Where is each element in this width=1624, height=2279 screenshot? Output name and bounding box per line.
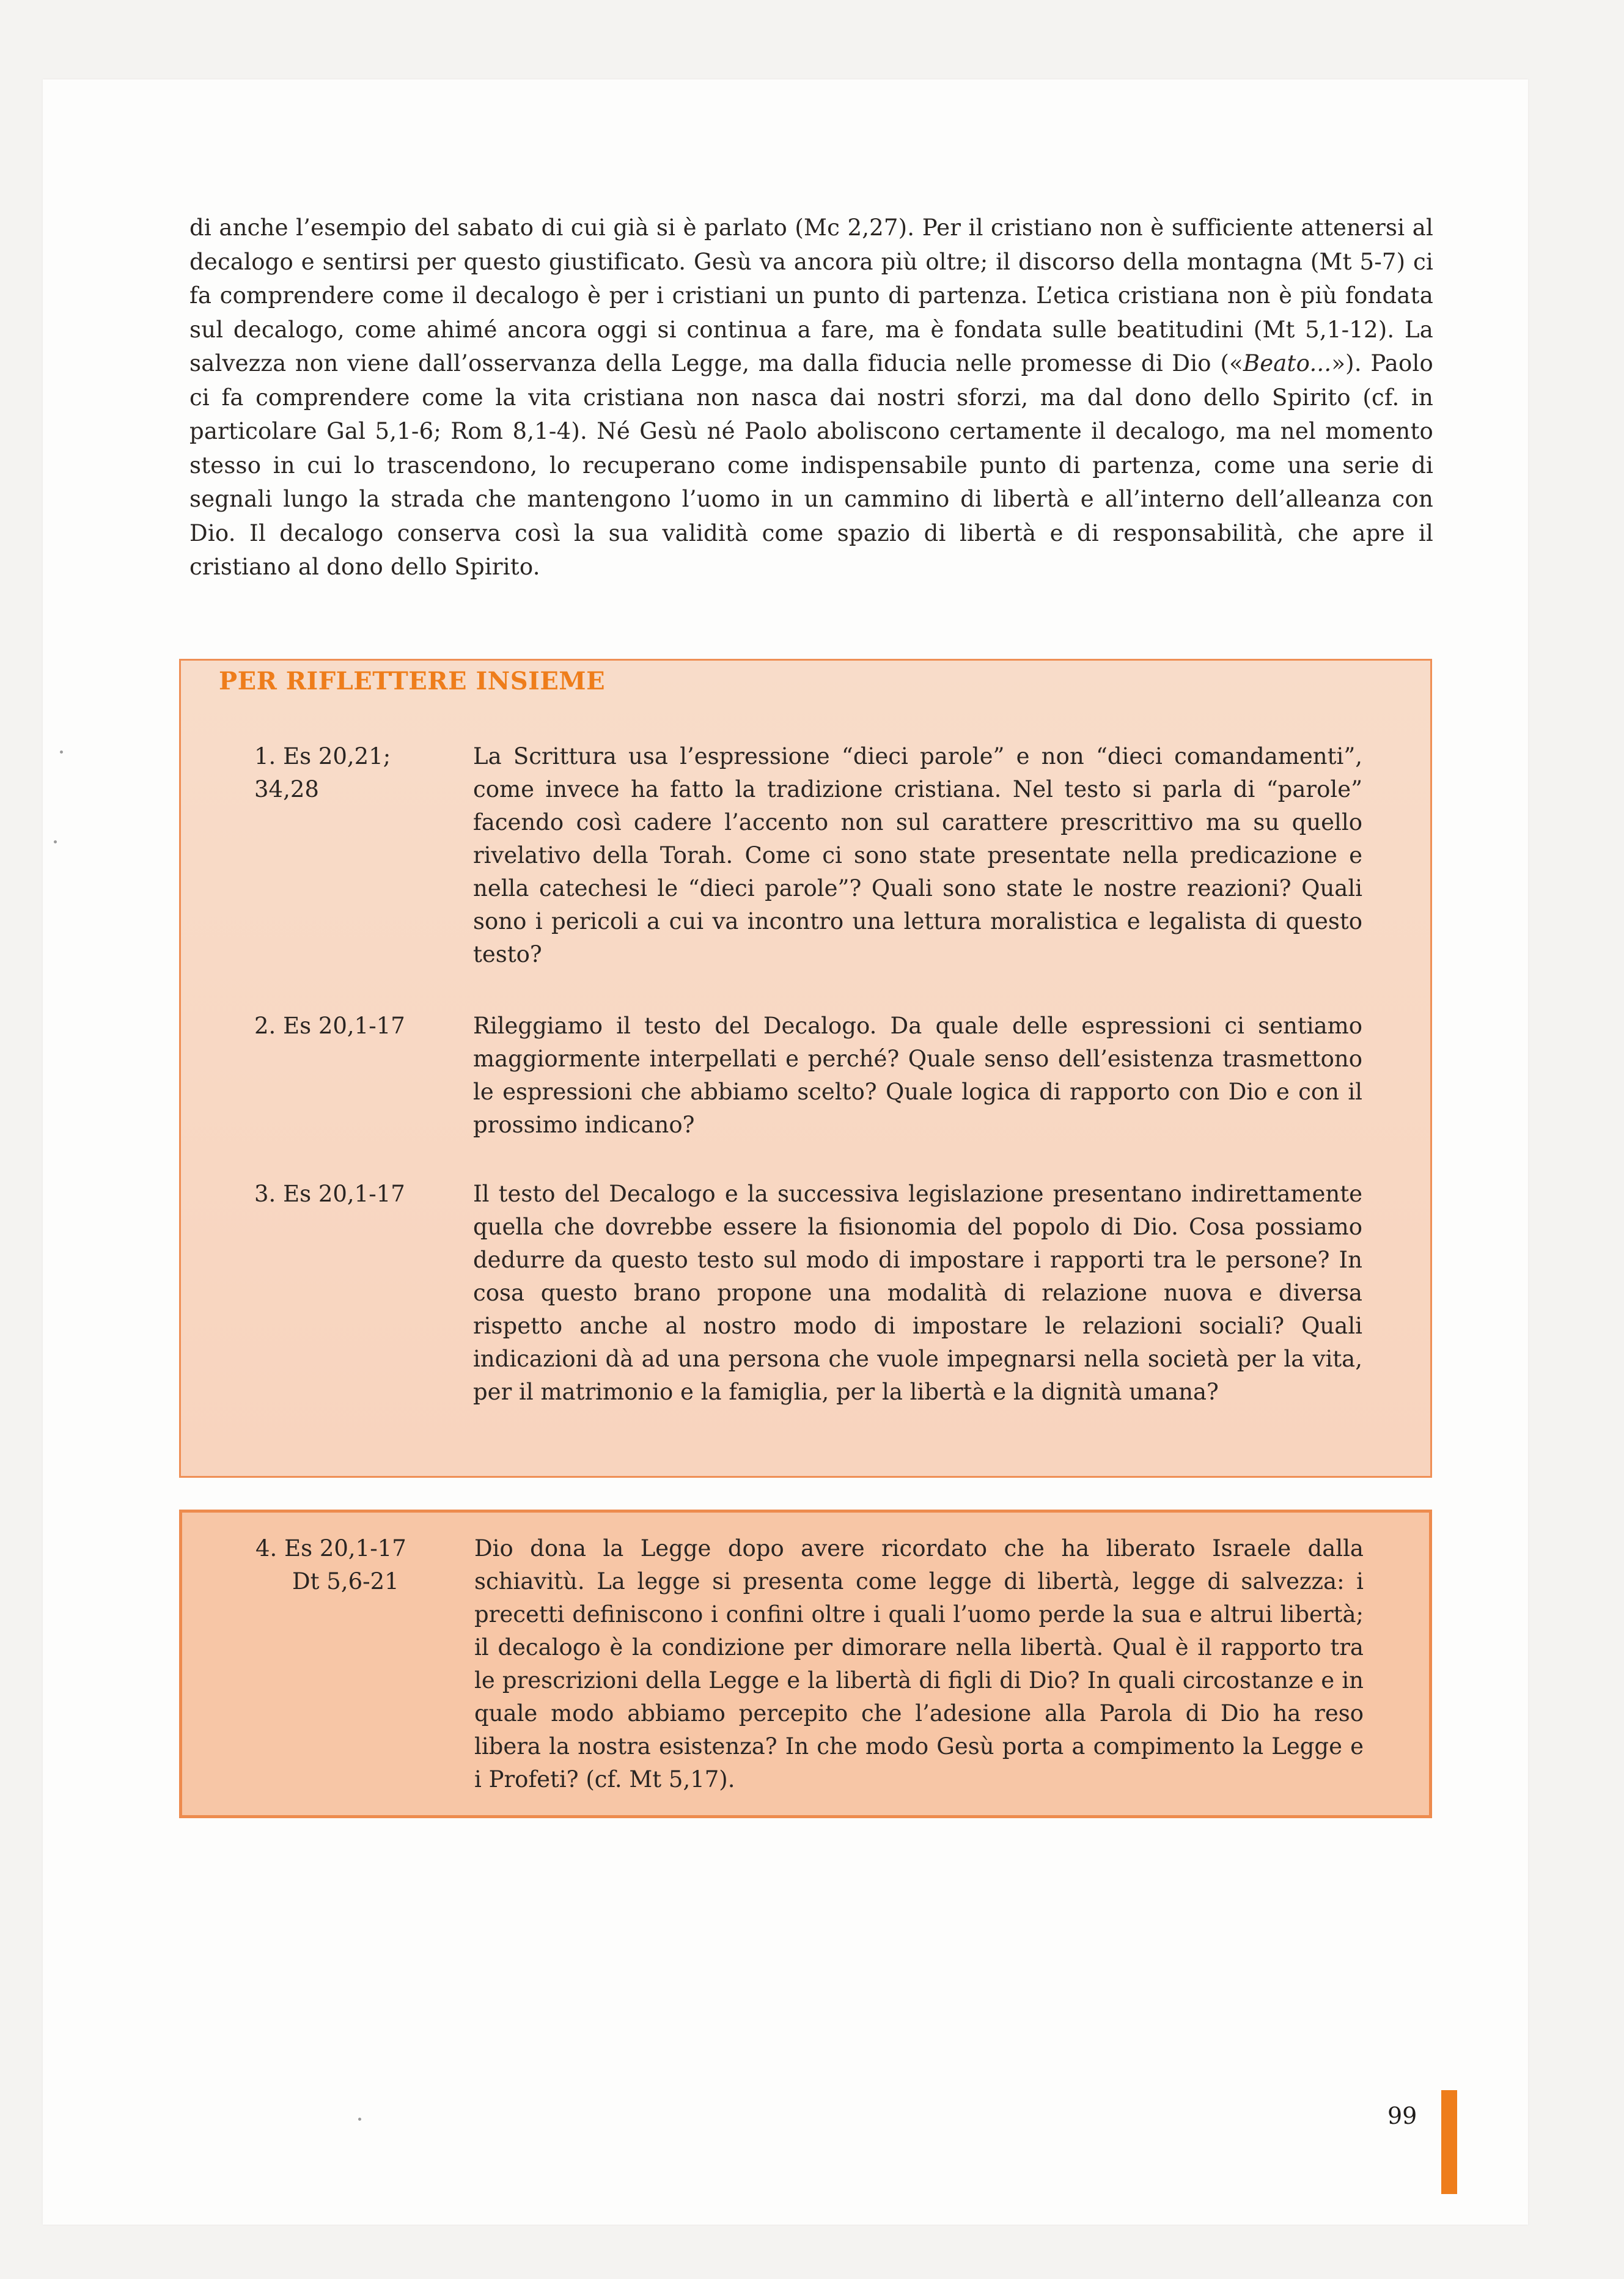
reflection-title: PER RIFLETTERE INSIEME xyxy=(219,667,606,695)
scan-speck xyxy=(60,750,63,754)
question-reference xyxy=(254,1178,462,1211)
question-reference-line: 3. Es 20,1-17 xyxy=(254,1181,405,1207)
intro-text-part1: di anche l’esempio del sabato di cui già si è parlato (Mc 2,27). Per il cristiano non è sufficiente attenersi al decalogo e sentirsi per questo giustificato. Gesù va ancora più oltre; il discorso della montagna (Mt 5-7) ci fa comprendere come il decalogo è per i cristiani un punto di partenza. L’etica cristiana non è più fondata sul decalogo, come ahimé ancora oggi si continua a fare, ma è fondata sulle beatitudini (Mt 5,1-12). La salvezza non viene dall’osservanza della Legge, ma dalla fiducia nelle promesse di Dio (« xyxy=(189,215,1433,376)
scan-speck xyxy=(54,840,57,843)
scan-speck xyxy=(358,2118,361,2121)
question-text: Il testo del Decalogo e la successiva legislazione presentano indirettamente quella che dovrebbe essere la fisionomia del popolo di Dio. Cosa possiamo dedurre da questo testo sul modo di impostare i rapporti tra le persone? In cosa questo brano propone una modalità di relazione nuova e diversa rispetto anche al nostro modo di impostare le relazioni sociali? Quali indicazioni dà ad una persona che vuole impegnarsi nella società per la vita, per il matrimonio e la famiglia, per la libertà e la dignità umana? xyxy=(473,1181,1362,1405)
question-reference-line: 2. Es 20,1-17 xyxy=(254,1013,405,1039)
question-reference-line-2: Dt 5,6-21 xyxy=(292,1568,399,1595)
intro-italic-quote: Beato... xyxy=(1243,350,1332,376)
intro-text-part2: »). Paolo ci fa comprendere come la vita cristiana non nasca dai nostri sforzi, ma dal dono dello Spirito (cf. in particolare Gal 5,1-6; Rom 8,1-4). Né Gesù né Paolo aboliscono certamente il decalogo, ma nel momento stesso in cui lo trascendono, lo recuperano come indispensabile punto di partenza, come una serie di segnali lungo la strada che mantengono l’uomo in un cammino di libertà e all’interno dell’alleanza con Dio. Il decalogo conserva così la sua validità come spazio di libertà e di responsabilità, che apre il cristiano al dono dello Spirito. xyxy=(189,350,1433,580)
question-reference-line: 4. Es 20,1-17 xyxy=(255,1535,406,1562)
question-reference xyxy=(254,1010,462,1043)
question-text: La Scrittura usa l’espressione “dieci parole” e non “dieci comandamenti”, come invece ha fatto la tradizione cristiana. Nel testo si parla di “parole” facendo così cadere l’accento non sul carattere prescrittivo ma su quello rivelativo della Torah. Come ci sono state presentate nella predicazione e nella catechesi le “dieci parole”? Quali sono state le nostre reazioni? Quali sono i pericoli a cui va incontro una lettura moralistica e legalista di questo testo? xyxy=(473,743,1362,967)
intro-paragraph xyxy=(189,211,1433,584)
question-text: Dio dona la Legge dopo avere ricordato che ha liberato Israele dalla schiavitù. La legge si presenta come legge di libertà, legge di salvezza: i precetti definiscono i confini oltre i quali l’uomo perde la sua e altrui libertà; il decalogo è la condizione per dimorare nella libertà. Qual è il rapporto tra le prescrizioni della Legge e la libertà di figli di Dio? In quali circostanze e in quale modo abbiamo percepito che l’adesione alla Parola di Dio ha reso libera la nostra esistenza? In che modo Gesù porta a compimento la Legge e i Profeti? (cf. Mt 5,17). xyxy=(474,1535,1364,1793)
question-reference-line: 1. Es 20,21; 34,28 xyxy=(254,743,391,802)
question-reference xyxy=(254,740,462,806)
reflection-box-highlight xyxy=(179,1510,1432,1818)
question-reference xyxy=(255,1532,463,1598)
page-edge-tab xyxy=(1441,2090,1457,2194)
reflection-box xyxy=(179,659,1432,1478)
page-number: 99 xyxy=(1387,2102,1417,2129)
question-text: Rileggiamo il testo del Decalogo. Da quale delle espressioni ci sentiamo maggiormente interpellati e perché? Quale senso dell’esistenza trasmettono le espressioni che abbiamo scelto? Quale logica di rapporto con Dio e con il prossimo indicano? xyxy=(473,1013,1362,1138)
